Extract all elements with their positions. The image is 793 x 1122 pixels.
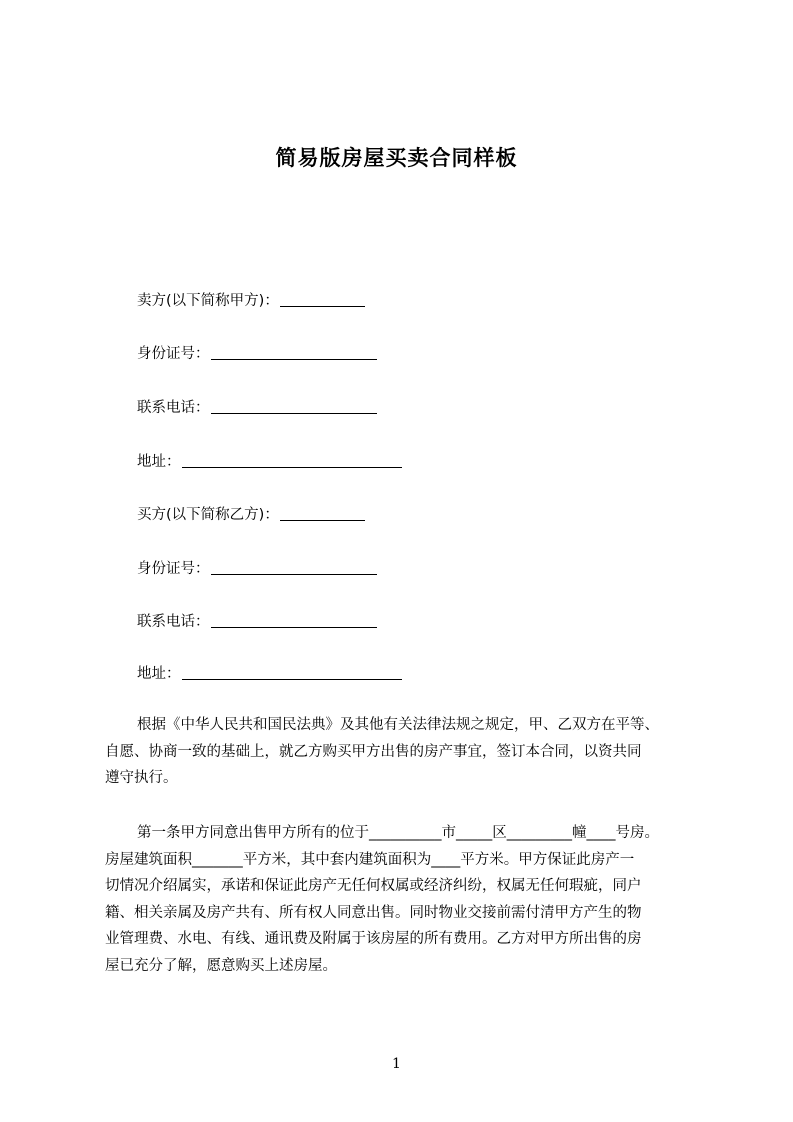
buyer-address-label: 地址： — [137, 666, 181, 682]
preamble-line: 根据《中华人民共和国民法典》及其他有关法律法规之规定，甲、乙双方在平等、 — [137, 717, 659, 733]
article-1-line: 屋已充分了解，愿意购买上述房屋。 — [105, 957, 337, 974]
buyer-id-field — [137, 559, 377, 579]
seller-name-label: 卖方(以下简称甲方)： — [137, 293, 279, 309]
preamble-line: 遵守执行。 — [105, 770, 178, 786]
buyer-id-label: 身份证号： — [137, 561, 210, 577]
preamble-paragraph — [105, 712, 720, 792]
article-1-line: 籍、相关亲属及房产共有、所有权人同意出售。同时物业交接前需付清甲方产生的物 — [105, 904, 642, 921]
article-1-line: 第一条甲方同意出售甲方所有的位于__________市_____区_________幢____号房。 — [137, 825, 659, 841]
preamble-line: 自愿、协商一致的基础上，就乙方购买甲方出售的房产事宜，签订本合同，以资共同 — [105, 743, 642, 760]
page-number: 1 — [392, 1056, 401, 1072]
article-1-paragraph — [105, 820, 720, 979]
seller-address-blank — [182, 453, 402, 468]
seller-phone-field — [137, 398, 377, 418]
buyer-id-blank — [211, 560, 377, 575]
buyer-address-blank — [182, 665, 402, 680]
seller-address-field — [137, 452, 402, 472]
article-1-line: 业管理费、水电、有线、通讯费及附属于该房屋的所有费用。乙方对甲方所出售的房 — [105, 931, 642, 947]
buyer-name-label: 买方(以下简称乙方)： — [137, 507, 279, 523]
seller-address-label: 地址： — [137, 454, 181, 470]
seller-phone-label: 联系电话： — [137, 400, 210, 416]
buyer-phone-blank — [211, 613, 377, 628]
seller-name-field — [137, 291, 365, 311]
article-1-line: 切情况介绍属实，承诺和保证此房产无任何权属或经济纠纷，权属无任何瑕疵，同户 — [105, 878, 642, 894]
buyer-phone-label: 联系电话： — [137, 614, 210, 630]
buyer-phone-field — [137, 612, 377, 632]
buyer-address-field — [137, 664, 402, 684]
buyer-name-field — [137, 505, 365, 525]
buyer-name-blank — [280, 506, 365, 521]
seller-phone-blank — [211, 399, 377, 414]
seller-id-label: 身份证号： — [137, 346, 210, 362]
seller-id-field — [137, 344, 377, 364]
article-1-line: 房屋建筑面积_______平方米，其中套内建筑面积为____平方米。甲方保证此房产一 — [105, 851, 635, 868]
seller-name-blank — [280, 292, 365, 307]
seller-id-blank — [211, 345, 377, 360]
contract-title: 简易版房屋买卖合同样板 — [275, 146, 518, 170]
